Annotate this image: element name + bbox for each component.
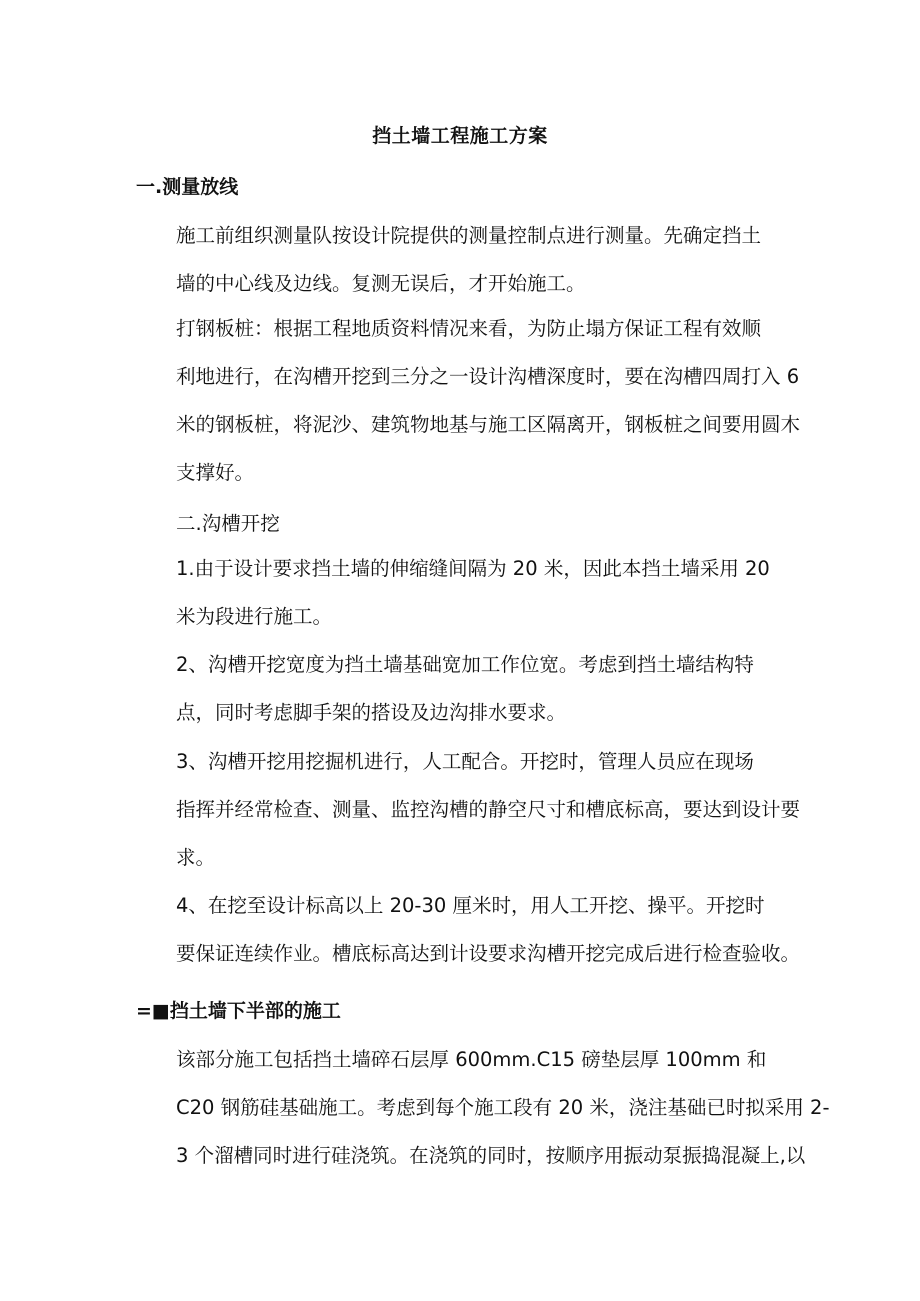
paragraph-line: 施工前组织测量队按设计院提供的测量控制点进行测量。先确定挡土	[176, 224, 762, 247]
paragraph-line: 4、在挖至设计标高以上 20-30 厘米时，用人工开挖、操平。开挖时	[176, 894, 765, 917]
paragraph-line: 利地进行，在沟槽开挖到三分之一设计沟槽深度时，要在沟槽四周打入 6	[176, 365, 800, 388]
section-heading-lower-wall: =■挡土墙下半部的施工	[136, 1000, 341, 1022]
paragraph-line: 3、沟槽开挖用挖掘机进行，人工配合。开挖时，管理人员应在现场	[176, 750, 754, 773]
paragraph-line: 求。	[176, 846, 216, 869]
paragraph-line: 该部分施工包括挡土墙碎石层厚 600mm.C15 磅垫层厚 100mm 和	[176, 1048, 767, 1071]
paragraph-line: 米的钢板桩，将泥沙、建筑物地基与施工区隔离开，钢板桩之间要用圆木	[176, 413, 801, 436]
paragraph-line: 支撑好。	[176, 461, 255, 484]
section-heading-survey: 一.测量放线	[136, 176, 239, 198]
paragraph-line: 墙的中心线及边线。复测无误后，才开始施工。	[176, 272, 586, 295]
paragraph-line: 打钢板桩：根据工程地质资料情况来看，为防止塌方保证工程有效顺	[176, 317, 762, 340]
paragraph-survey-intro	[136, 212, 796, 308]
paragraph-line: 3 个溜槽同时进行硅浇筑。在浇筑的同时，按顺序用振动泵振捣混凝上,以	[176, 1144, 806, 1167]
paragraph-line: 指挥并经常检查、测量、监控沟槽的静空尺寸和槽底标高，要达到设计要	[176, 798, 801, 821]
paragraph-line: 要保证连续作业。槽底标高达到计设要求沟槽开挖完成后进行检查验收。	[176, 942, 801, 965]
paragraph-lower-wall	[136, 1036, 830, 1180]
paragraph-line: 点，同时考虑脚手架的搭设及边沟排水要求。	[176, 701, 567, 724]
paragraph-trench-1	[136, 545, 796, 641]
paragraph-trench-4	[136, 882, 801, 978]
paragraph-steel-sheet-pile	[136, 305, 801, 497]
document-title: 挡土墙工程施工方案	[372, 125, 548, 147]
paragraph-line: 米为段进行施工。	[176, 605, 333, 628]
paragraph-trench-3	[136, 738, 801, 882]
paragraph-line: 2、沟槽开挖宽度为挡土墙基础宽加工作位宽。考虑到挡土墙结构特	[176, 653, 754, 676]
section-heading-trench: 二.沟槽开挖	[176, 512, 280, 535]
paragraph-trench-2	[136, 641, 796, 737]
paragraph-line: 1.由于设计要求挡土墙的伸缩缝间隔为 20 米，因此本挡土墙采用 20	[176, 557, 770, 580]
paragraph-line: C20 钢筋硅基础施工。考虑到每个施工段有 20 米，浇注基础已时拟采用 2-	[176, 1096, 830, 1119]
